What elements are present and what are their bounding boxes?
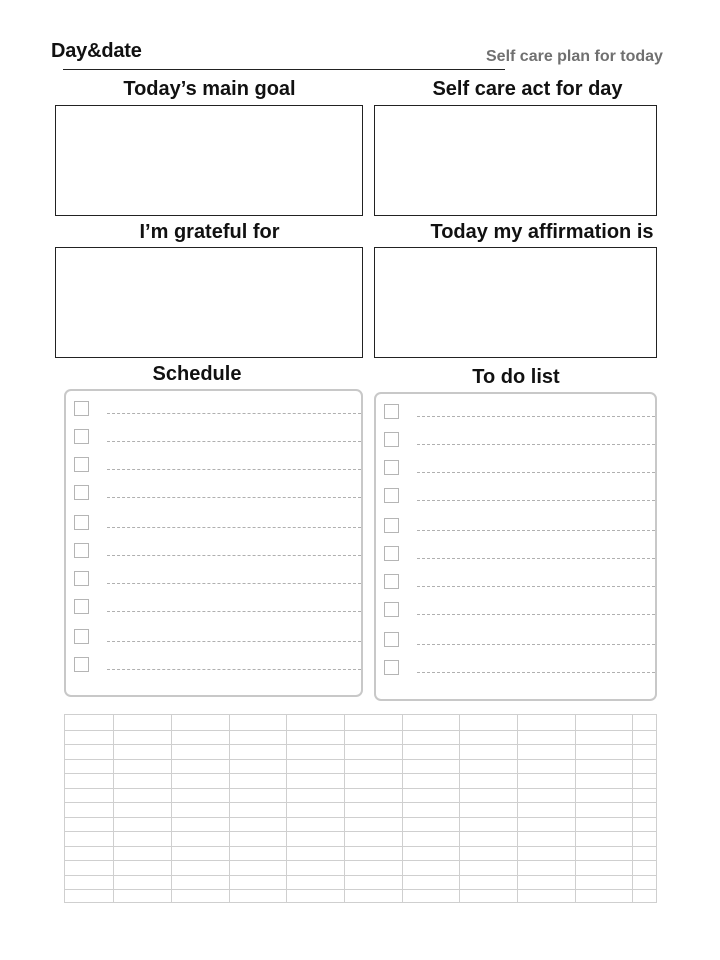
schedule-row [66,599,361,619]
schedule-checkbox[interactable] [74,401,89,416]
grateful-box[interactable] [55,247,363,358]
schedule-row [66,515,361,535]
grid-row-line [65,817,656,818]
self-care-act-box[interactable] [374,105,657,216]
grid-row-line [65,759,656,760]
todo-row [376,518,655,538]
grid-row-line [65,889,656,890]
schedule-panel [64,389,363,697]
todo-write-line[interactable] [417,586,655,587]
schedule-write-line[interactable] [107,469,361,470]
todo-checkbox[interactable] [384,432,399,447]
day-date-label: Day&date [51,40,142,62]
todo-write-line[interactable] [417,416,655,417]
grateful-title: I’m grateful for [139,221,280,243]
grid-row-line [65,846,656,847]
grid-row-line [65,788,656,789]
todo-write-line[interactable] [417,644,655,645]
schedule-title: Schedule [152,363,242,385]
grid-row-line [65,773,656,774]
affirmation-box[interactable] [374,247,657,358]
notes-grid-table[interactable] [64,714,657,903]
grid-row-line [65,744,656,745]
grid-row-line [65,860,656,861]
schedule-row [66,429,361,449]
schedule-write-line[interactable] [107,413,361,414]
schedule-row [66,457,361,477]
affirmation-title: Today my affirmation is [430,221,654,243]
todo-checkbox[interactable] [384,546,399,561]
todo-row [376,404,655,424]
schedule-checkbox[interactable] [74,485,89,500]
schedule-row [66,571,361,591]
schedule-write-line[interactable] [107,555,361,556]
schedule-checkbox[interactable] [74,599,89,614]
todo-write-line[interactable] [417,500,655,501]
todo-checkbox[interactable] [384,488,399,503]
schedule-checkbox[interactable] [74,657,89,672]
todo-write-line[interactable] [417,472,655,473]
schedule-checkbox[interactable] [74,543,89,558]
grid-row-line [65,831,656,832]
schedule-row [66,401,361,421]
schedule-row [66,657,361,677]
todo-row [376,460,655,480]
todo-write-line[interactable] [417,614,655,615]
schedule-write-line[interactable] [107,441,361,442]
self-care-act-title: Self care act for day [432,78,623,100]
todo-write-line[interactable] [417,530,655,531]
todo-row [376,432,655,452]
schedule-row [66,485,361,505]
schedule-checkbox[interactable] [74,429,89,444]
schedule-write-line[interactable] [107,497,361,498]
todo-checkbox[interactable] [384,632,399,647]
todo-row [376,602,655,622]
schedule-write-line[interactable] [107,669,361,670]
schedule-write-line[interactable] [107,583,361,584]
todo-write-line[interactable] [417,444,655,445]
schedule-checkbox[interactable] [74,571,89,586]
schedule-checkbox[interactable] [74,515,89,530]
todo-panel [374,392,657,701]
schedule-checkbox[interactable] [74,629,89,644]
page-subtitle: Self care plan for today [486,48,663,65]
todo-row [376,574,655,594]
schedule-row [66,543,361,563]
schedule-write-line[interactable] [107,527,361,528]
todo-checkbox[interactable] [384,404,399,419]
grid-row-line [65,730,656,731]
todo-checkbox[interactable] [384,518,399,533]
grid-row-line [65,802,656,803]
todo-title: To do list [472,366,560,388]
schedule-row [66,629,361,649]
todo-row [376,546,655,566]
grid-row-line [65,875,656,876]
main-goal-title: Today’s main goal [123,78,296,100]
todo-row [376,660,655,680]
schedule-write-line[interactable] [107,641,361,642]
schedule-write-line[interactable] [107,611,361,612]
todo-checkbox[interactable] [384,602,399,617]
todo-row [376,488,655,508]
todo-write-line[interactable] [417,558,655,559]
main-goal-box[interactable] [55,105,363,216]
todo-row [376,632,655,652]
schedule-checkbox[interactable] [74,457,89,472]
todo-checkbox[interactable] [384,574,399,589]
todo-checkbox[interactable] [384,460,399,475]
day-date-write-line[interactable] [63,69,505,70]
todo-checkbox[interactable] [384,660,399,675]
todo-write-line[interactable] [417,672,655,673]
